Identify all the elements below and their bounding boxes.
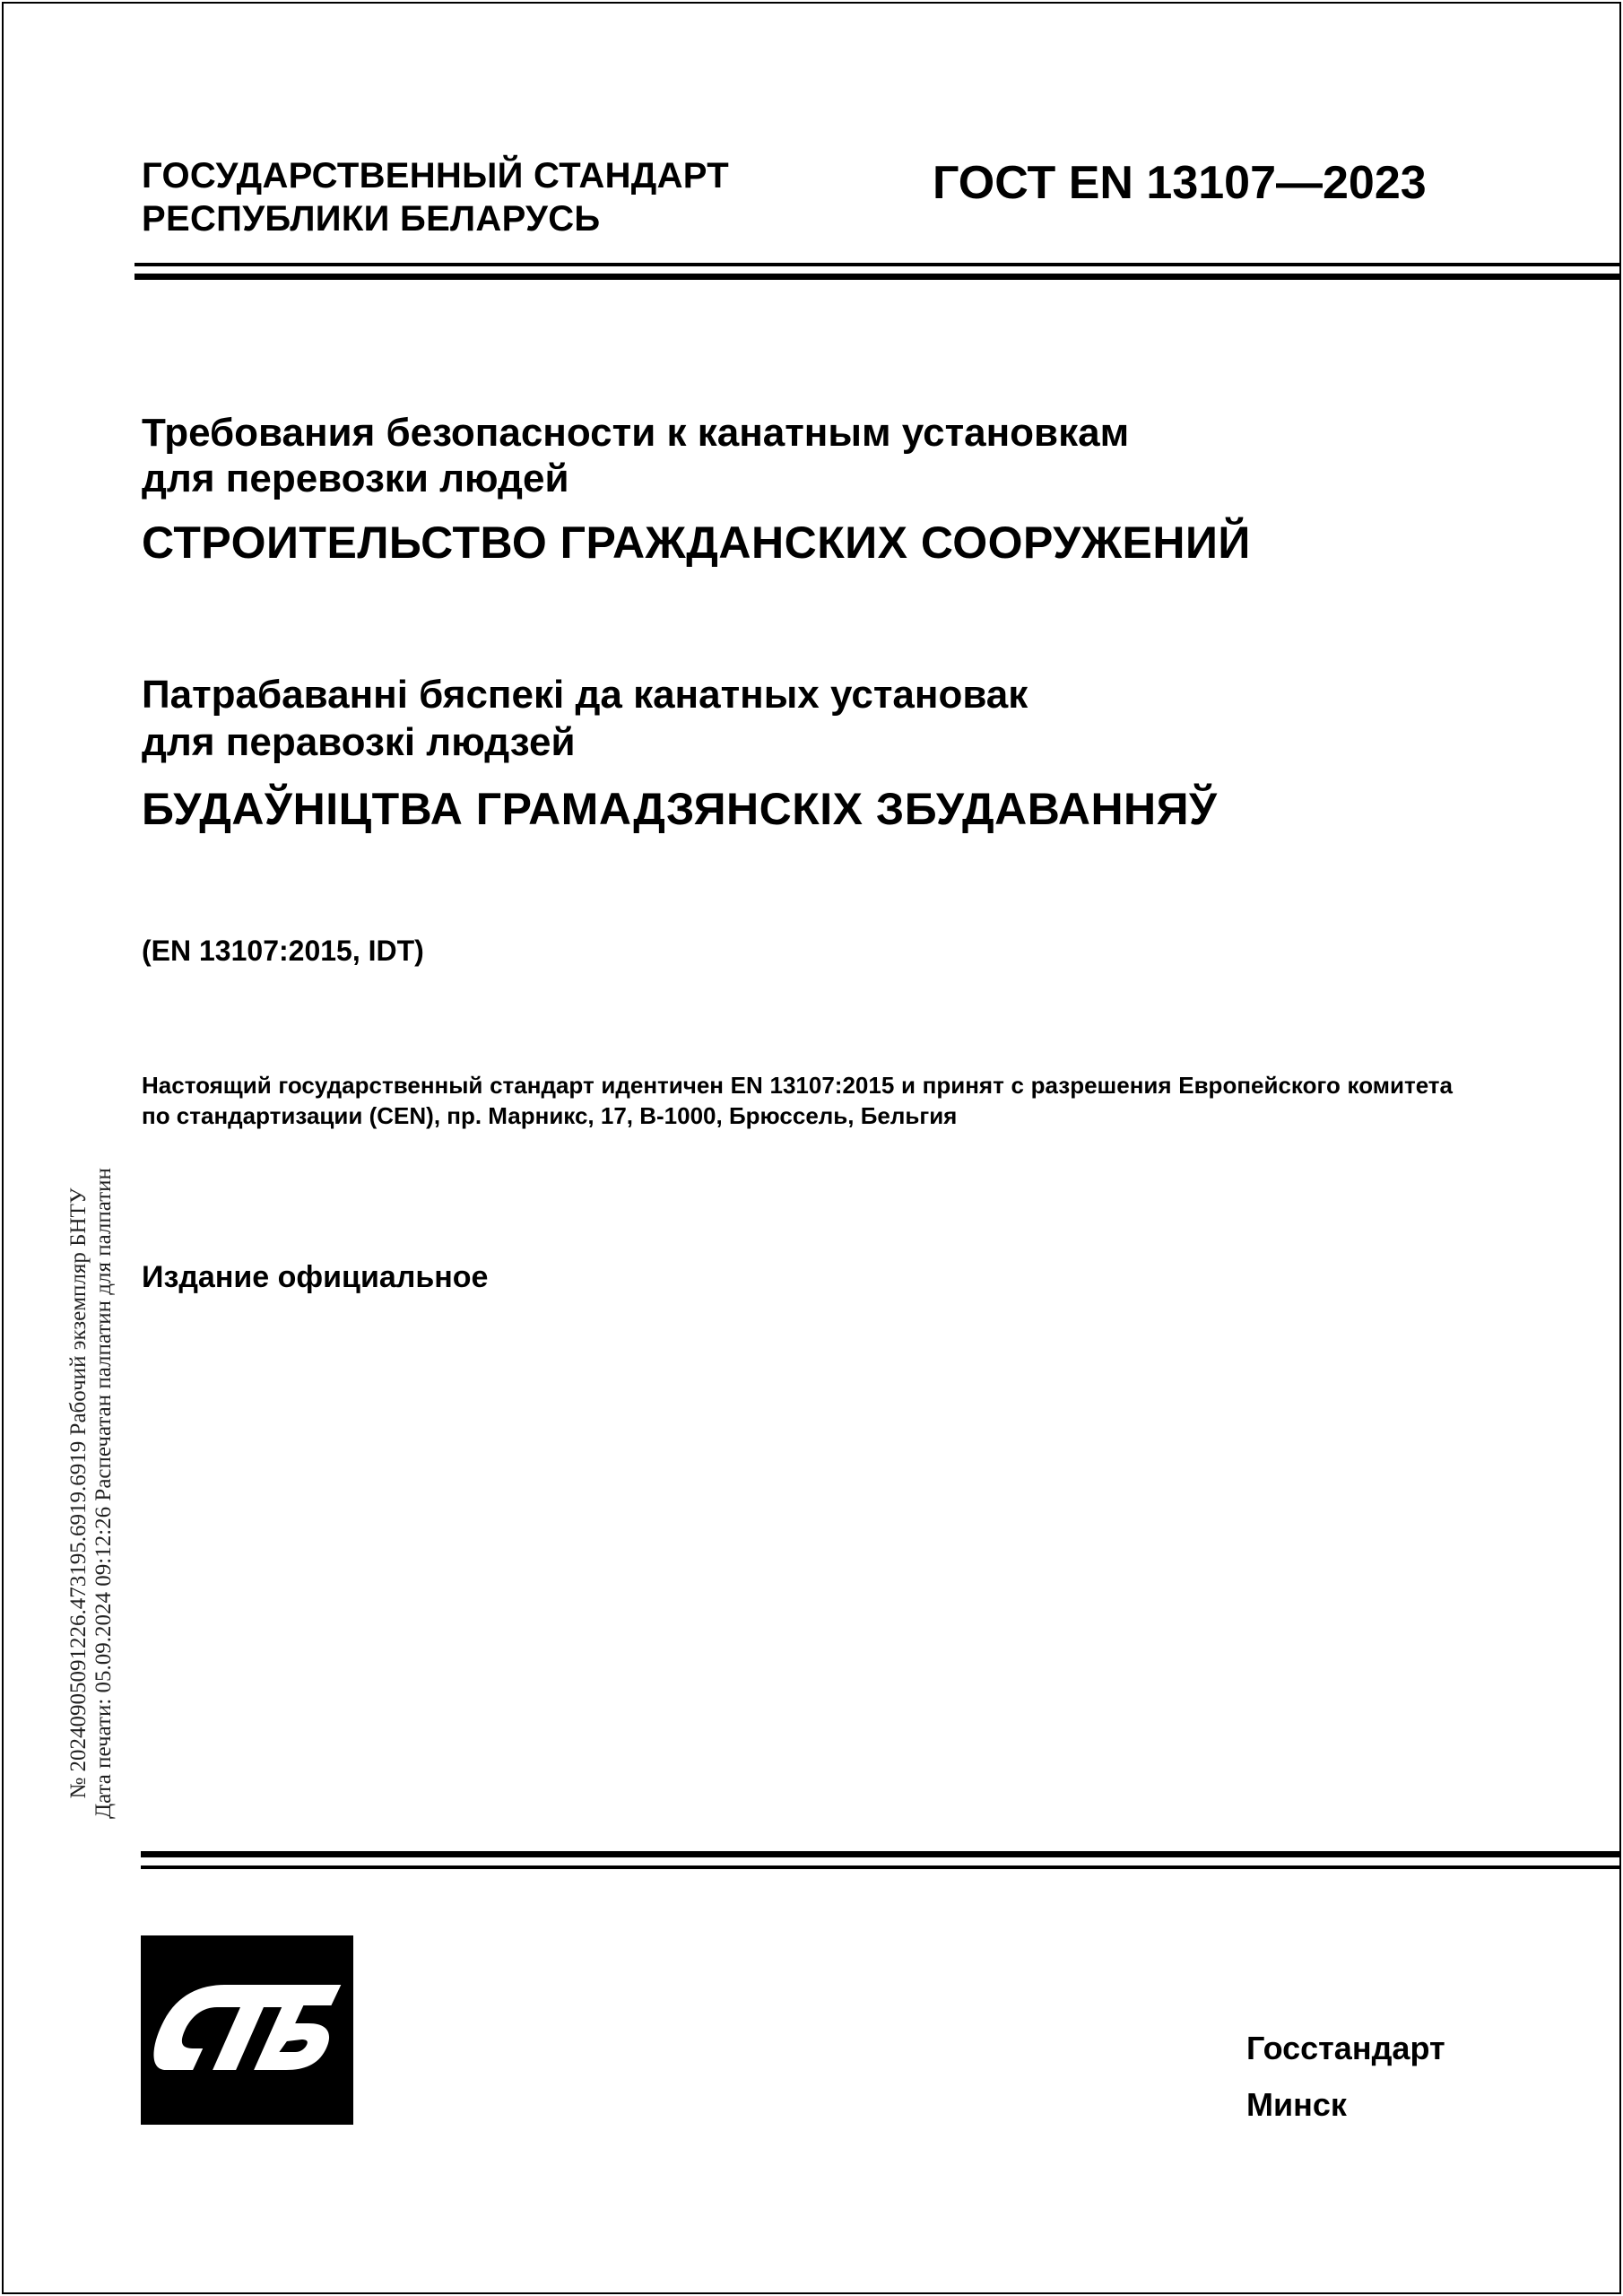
publisher-name: Госстандарт bbox=[1246, 2030, 1445, 2066]
title-be-main: БУДАЎНІЦТВА ГРАМАДЗЯНСКІХ ЗБУДАВАННЯЎ bbox=[142, 784, 1218, 834]
title-be-line2: для перавозкі людзей bbox=[142, 720, 576, 764]
title-ru-main: СТРОИТЕЛЬСТВО ГРАЖДАНСКИХ СООРУЖЕНИЙ bbox=[142, 517, 1251, 568]
title-ru-line2: для перевозки людей bbox=[142, 457, 569, 500]
side-print-stamp-text bbox=[66, 821, 117, 2166]
header-organization bbox=[142, 154, 729, 240]
footer-rule-thick bbox=[141, 1851, 1619, 1857]
title-be-line1: Патрабаванні бяспекі да канатных установак bbox=[142, 673, 1028, 717]
stb-logo-icon bbox=[141, 1935, 353, 2125]
side-stamp-line2: Дата печати: 05.09.2024 09:12:26 Распечатан палпатин для палпатин bbox=[91, 1168, 116, 1819]
stb-logo bbox=[141, 1935, 353, 2125]
standard-code: ГОСТ EN 13107—2023 bbox=[933, 157, 1427, 209]
adoption-note: Настоящий государственный стандарт идентичен EN 13107:2015 и принят с разрешения Европейского комитета по стандартизации (CEN), пр. Марникс, 17, B-1000, Брюссель, Бельгия bbox=[142, 1072, 1453, 1129]
header-rule-thin bbox=[135, 263, 1619, 266]
publisher-city: Минск bbox=[1246, 2086, 1347, 2123]
side-stamp-line1: № 20240905091226.473195.6919.6919 Рабочий экземпляр БНТУ bbox=[66, 1187, 91, 1799]
edition-label: Издание официальное bbox=[142, 1260, 489, 1294]
title-ru-line1: Требования безопасности к канатным установкам bbox=[142, 411, 1130, 455]
header-org-line2: РЕСПУБЛИКИ БЕЛАРУСЬ bbox=[142, 199, 601, 239]
footer-rule-thin bbox=[141, 1866, 1619, 1869]
identity-note: (EN 13107:2015, IDT) bbox=[142, 935, 424, 967]
header-rule-thick bbox=[135, 274, 1619, 280]
header-org-line1: ГОСУДАРСТВЕННЫЙ СТАНДАРТ bbox=[142, 156, 729, 196]
